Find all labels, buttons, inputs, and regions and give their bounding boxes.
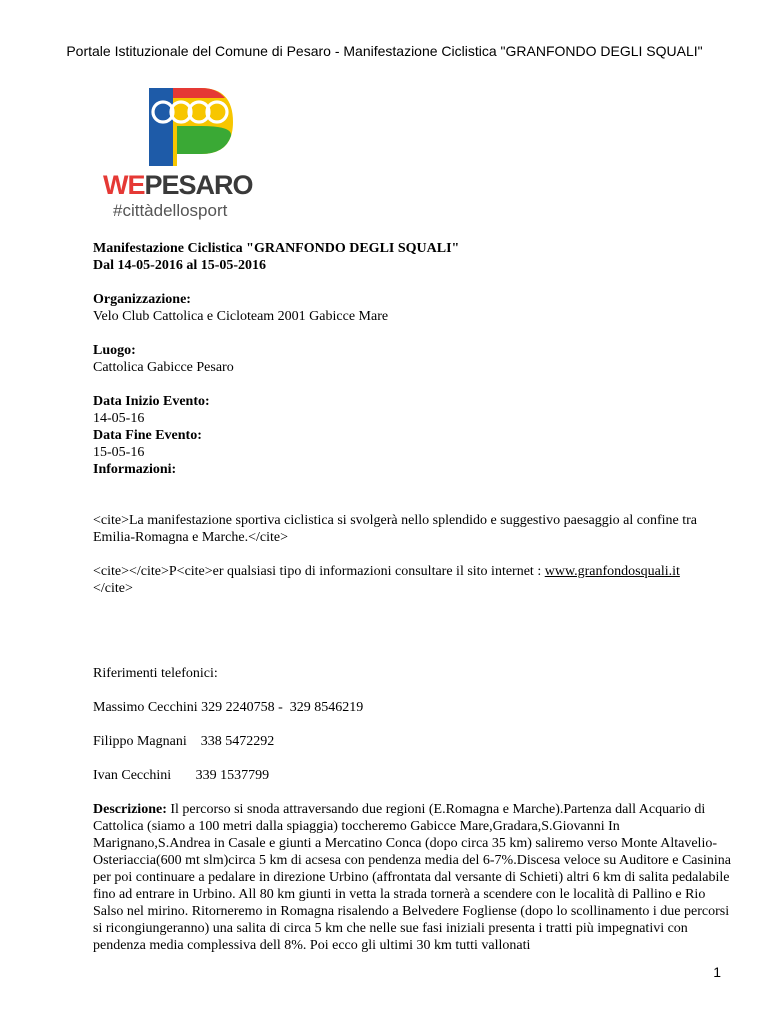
fine-label: Data Fine Evento: [93,428,202,443]
event-dates: Dal 14-05-2016 al 15-05-2016 [93,258,267,273]
informazioni-label: Informazioni: [93,462,177,477]
contact-item: Ivan Cecchini 339 1537799 [93,768,270,783]
riferimenti-label: Riferimenti telefonici: [93,666,218,681]
contact-item: Massimo Cecchini 329 2240758 - 329 8546219 [93,700,364,715]
informazioni-para2 [93,563,733,597]
document-body [93,240,733,954]
logo-tagline: #cittàdellosport [113,201,228,220]
contact-item: Filippo Magnani 338 5472292 [93,734,275,749]
descrizione-text: Il percorso si snoda attraversando due regioni (E.Romagna e Marche).Partenza dall Acquario di Cattolica (siamo a 100 metri dalla spiaggia) toccheremo Gabicce Mare,Gradara,S.Giovanni In Marignano,S.Andrea in Casale e giunti a Mercatino Conca (dopo circa 35 km) saliremo verso Monte Altavelio-Osteriaccia(600 mt slm)circa 5 km di acsesa con pendenza media del 6-7%.Discesa veloce su Auditore e Casinina per poi continuare a pedalare in direzione Urbino (affrontata dal versante di Schieti) altri 6 km di salita pedalabile fino ad entrare in Urbino. All 80 km giunti in vetta la strada tornerà a scendere con le località di Pallino e Rio Salso nel mirino. Ritorneremo in Romagna risalendo a Belvedere Fogliense (dopo lo scollinamento i due percorsi si ricongiungeranno) una salita di circa 5 km che nelle sue fasi iniziali presenta i tratti più impegnativi con pendenza media complessiva dell 8%. Poi ecco gli ultimi 30 km tutti vallonati [93,802,731,953]
logo-pesaro-text: PESARO [144,170,253,200]
descrizione-paragraph [93,801,733,954]
organizzazione-label: Organizzazione: [93,292,191,307]
descrizione-label: Descrizione: [93,802,167,817]
para2-pre: <cite></cite>P<cite>er qualsiasi tipo di informazioni consultare il sito internet : [93,564,545,579]
granfondosquali-link[interactable]: www.granfondosquali.it [544,564,680,579]
page-number: 1 [713,964,721,980]
event-title: Manifestazione Ciclistica "GRANFONDO DEGLI SQUALI" [93,241,460,256]
page-header: Portale Istituzionale del Comune di Pesaro - Manifestazione Ciclistica "GRANFONDO DEGLI SQUALI" [66,43,703,59]
wepesaro-logo [97,86,273,222]
svg-text:WEPESARO [103,170,253,200]
luogo-value: Cattolica Gabicce Pesaro [93,360,234,375]
inizio-label: Data Inizio Evento: [93,394,210,409]
inizio-value: 14-05-16 [93,411,145,426]
logo-we-text: WE [103,170,145,200]
para2-post: </cite> [93,581,133,596]
luogo-label: Luogo: [93,343,136,358]
informazioni-para1: <cite>La manifestazione sportiva ciclistica si svolgerà nello splendido e suggestivo paesaggio al confine tra Emilia-Romagna e Marche.</cite> [93,513,697,545]
organizzazione-value: Velo Club Cattolica e Cicloteam 2001 Gabicce Mare [93,309,389,324]
fine-value: 15-05-16 [93,445,145,460]
